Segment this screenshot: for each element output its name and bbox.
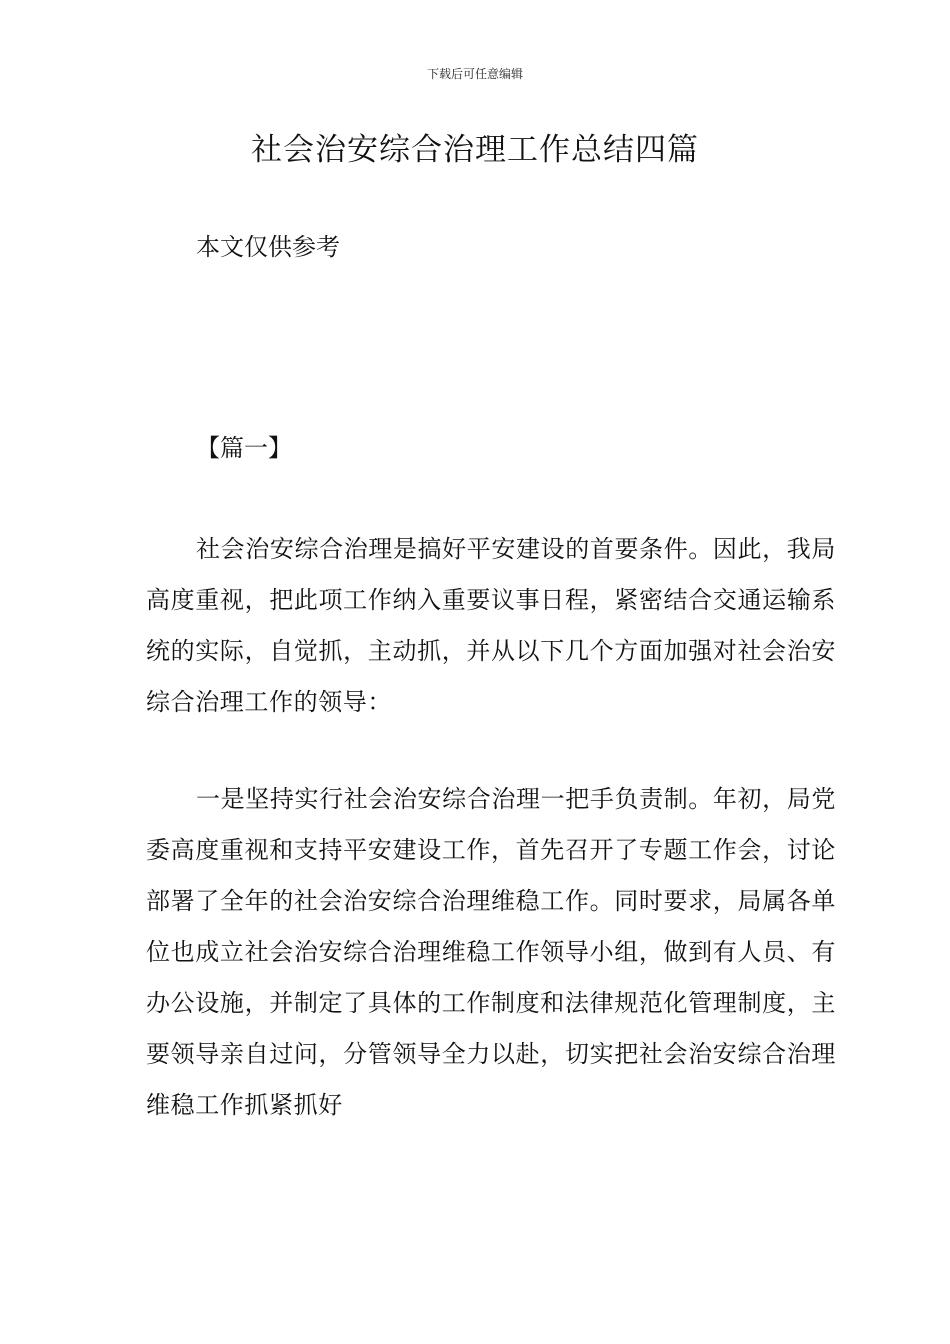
body-paragraph-2: 一是坚持实行社会治安综合治理一把手负责制。年初，局党委高度重视和支持平安建设工作，首先召开了专题工作会，讨论部署了全年的社会治安综合治理维稳工作。同时要求，局属各单位也成立社会治安综合治理维稳工作领导小组，做到有人员、有办公设施，并制定了具体的工作制度和法律规范化管理制度，主要领导亲自过问，分管领导全力以赴，切实把社会治安综合治理维稳工作抓紧抓好: [146, 785, 836, 1119]
section-label: 【篇一】: [196, 434, 292, 462]
body-paragraph-1: 社会治安综合治理是搞好平安建设的首要条件。因此，我局高度重视，把此项工作纳入重要议事日程，紧密结合交通运输系统的实际，自觉抓，主动抓，并从以下几个方面加强对社会治安综合治理工作的领导：: [146, 535, 836, 716]
header-note: 下载后可任意编辑: [426, 67, 523, 81]
reference-note: 本文仅供参考: [196, 233, 340, 261]
document-title: 社会治安综合治理工作总结四篇: [251, 132, 699, 168]
